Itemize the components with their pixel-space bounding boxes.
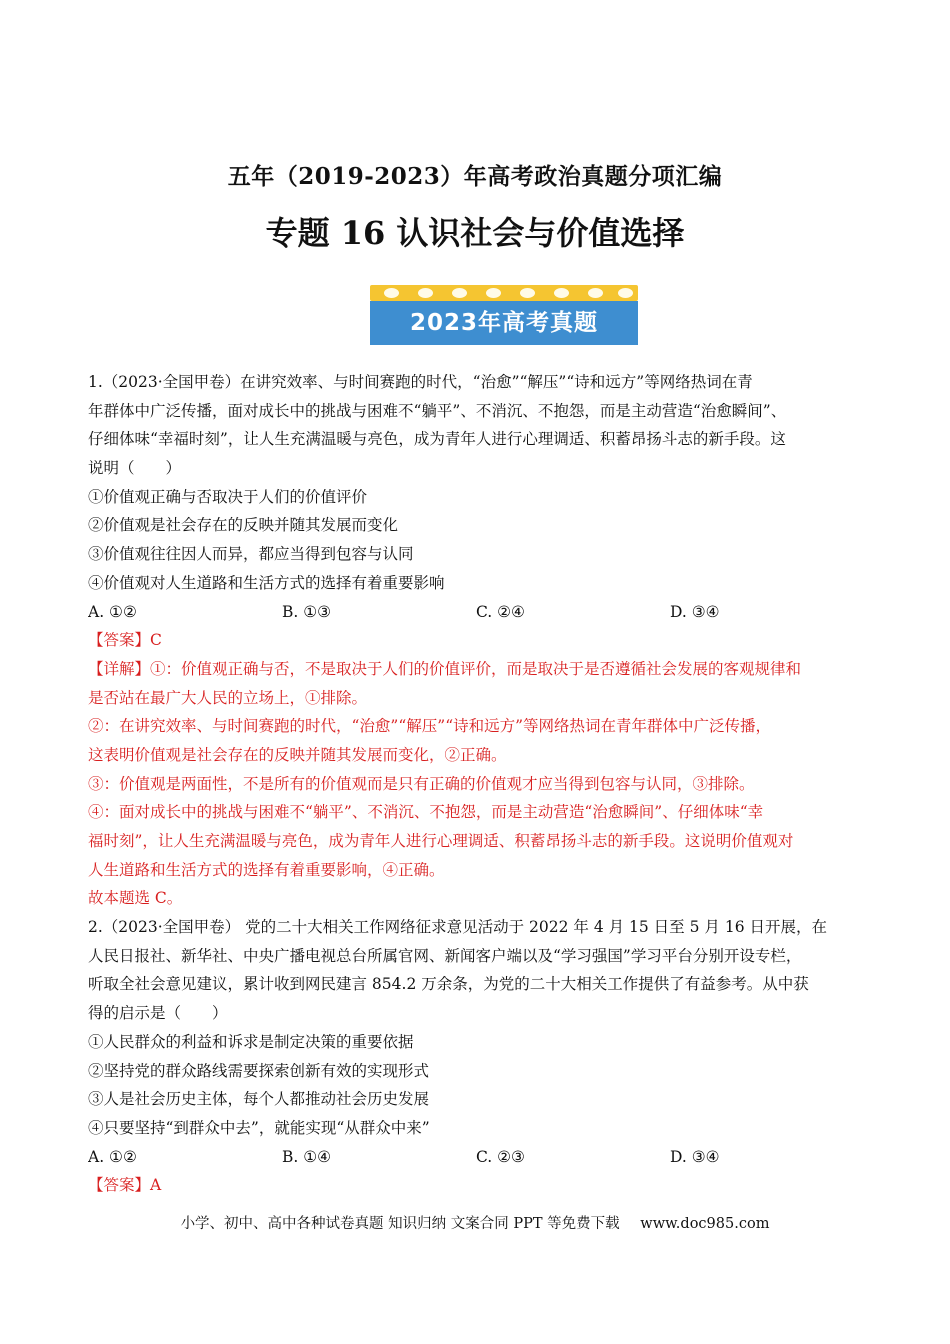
q2-item: ②坚持党的群众路线需要探索创新有效的实现形式 [88,1061,430,1080]
topic-title: 专题 16 认识社会与价值选择 [265,214,685,252]
q1-option-a: A. ①② [88,602,137,621]
q1-explain-line: 故本题选 C。 [88,889,183,908]
banner-label: 2023年高考真题 [409,310,598,336]
q1-explain-line: 这表明价值观是社会存在的反映并随其发展而变化，②正确。 [88,745,507,764]
answer-tag: 【答案】 [88,1176,151,1195]
footer-site-link[interactable]: www.doc985.com [640,1216,770,1232]
ring-dot [520,288,535,298]
q2-stem-line: 得的启示是（ ） [88,1004,228,1023]
q1-explain-line: ④：面对成长中的挑战与困难不“躺平”、不消沉、不抱怨，而是主动营造“治愈瞬间”、仔细体味“幸 [88,803,764,822]
q1-item: ②价值观是社会存在的反映并随其发展而变化 [88,516,399,535]
answer-value: A [150,1176,162,1195]
q2-option-d: D. ③④ [670,1147,720,1166]
q2-answer [88,1171,864,1200]
q1-stem-line: 年群体中广泛传播，面对成长中的挑战与困难不“躺平”、不消沉、不抱怨，而是主动营造“治愈瞬间”、 [88,401,787,420]
q2-item: ③人是社会历史主体，每个人都推动社会历史发展 [88,1090,430,1109]
q1-option-c: C. ②④ [476,602,525,621]
q1-explain-line: 福时刻”，让人生充满温暖与亮色，成为青年人进行心理调适、积蓄昂扬斗志的新手段。这说明价值观对 [88,832,794,850]
ring-dot [588,288,603,298]
q1-answer [88,626,864,655]
ring-dot [486,288,501,298]
q2-item: ④只要坚持“到群众中去”，就能实现“从群众中来” [88,1118,430,1137]
q1-item: ①价值观正确与否取决于人们的价值评价 [88,487,368,506]
q2-stem-line: 人民日报社、新华社、中央广播电视总台所属官网、新闻客户端以及“学习强国”学习平台分别开设专栏， [88,946,802,965]
q1-stem-line: 1.（2023·全国甲卷）在讲究效率、与时间赛跑的时代，“治愈”“解压”“诗和远方”等网络热词在青 [88,373,753,391]
q1-stem-line: 说明（ ） [88,459,182,478]
ring-dot [384,288,399,298]
answer-value: C [150,631,162,650]
questions [88,368,864,1200]
q2-stem-line: 听取全社会意见建议，累计收到网民建言 854.2 万余条，为党的二十大相关工作提供了有益参考。从中获 [88,975,809,994]
q1-explain-line: ②：在讲究效率、与时间赛跑的时代，“治愈”“解压”“诗和远方”等网络热词在青年群体中广泛传播， [88,717,772,736]
q2-option-b: B. ①④ [282,1147,332,1166]
q1-stem-line: 仔细体味“幸福时刻”，让人生充满温暖与亮色，成为青年人进行心理调适、积蓄昂扬斗志的新手段。这 [88,430,786,449]
answer-tag: 【答案】 [88,631,151,650]
ring-dot [618,288,633,298]
q1-explain-line: 是否站在最广大人民的立场上，①排除。 [88,688,368,707]
footer-text: 小学、初中、高中各种试卷真题 知识归纳 文案合同 PPT 等免费下载 [180,1216,620,1232]
banner-ring-strip [370,285,638,301]
q2-options [88,1143,864,1172]
ring-dot [554,288,569,298]
q1-explain-line: 【详解】①：价值观正确与否，不是取决于人们的价值评价，而是取决于是否遵循社会发展的客观规律和 [88,659,802,678]
section-banner [370,285,638,345]
q2-option-c: C. ②③ [476,1147,525,1166]
page-footer [0,1212,950,1233]
q2-stem-line: 2.（2023·全国甲卷） 党的二十大相关工作网络征求意见活动于 2022 年 4 月 15 日至 5 月 16 日开展，在 [88,918,827,937]
q2-option-a: A. ①② [88,1147,137,1166]
q1-item: ④价值观对人生道路和生活方式的选择有着重要影响 [88,573,445,592]
q1-option-d: D. ③④ [670,602,720,621]
q1-explain-line: ③：价值观是两面性，不是所有的价值观而是只有正确的价值观才应当得到包容与认同，③排除。 [88,774,755,793]
q1-explain-line: 人生道路和生活方式的选择有着重要影响，④正确。 [88,860,445,879]
ring-dot [418,288,433,298]
q1-item: ③价值观往往因人而异，都应当得到包容与认同 [88,545,414,564]
q1-option-b: B. ①③ [282,602,332,621]
q1-options [88,598,864,627]
ring-dot [452,288,467,298]
document-title: 五年（2019-2023）年高考政治真题分项汇编 [227,163,723,190]
q2-item: ①人民群众的利益和诉求是制定决策的重要依据 [88,1032,414,1051]
